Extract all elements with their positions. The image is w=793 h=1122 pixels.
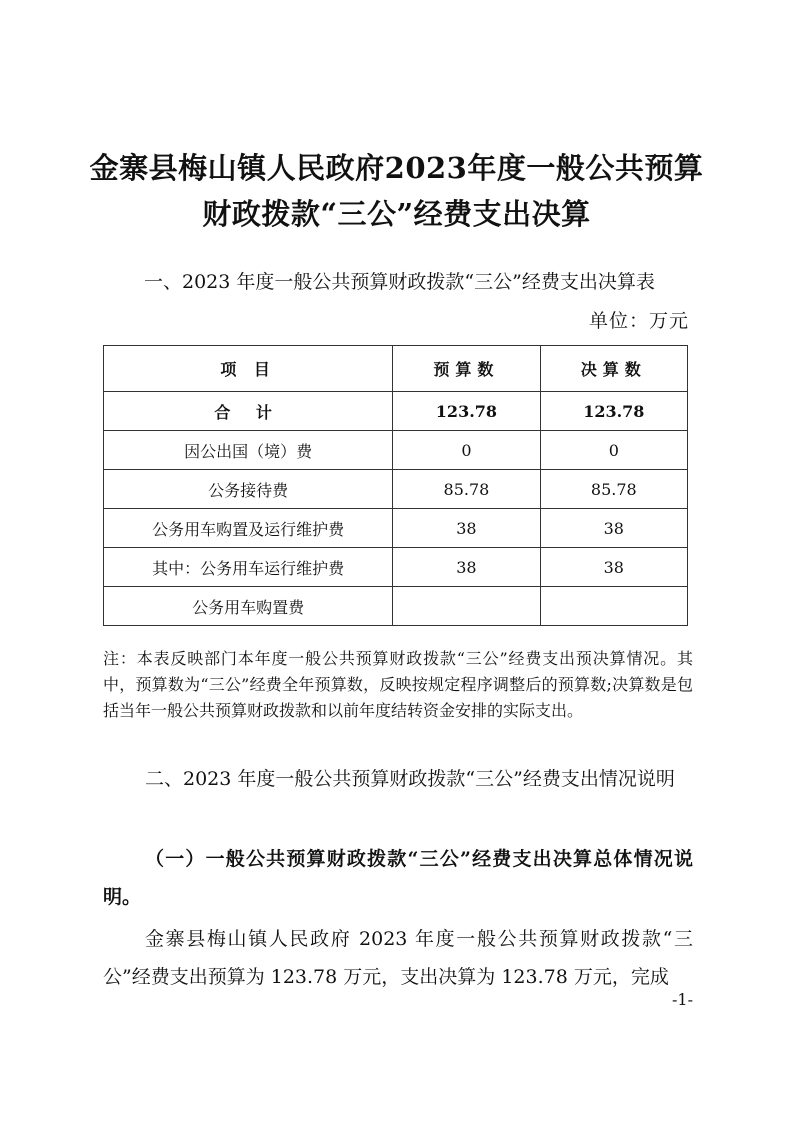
table-header-row [104, 346, 688, 392]
section1-heading: 一、2023 年度一般公共预算财政拨款“三公”经费支出决算表 [144, 271, 655, 293]
table-row [104, 470, 688, 509]
header-budget: 预算数 [393, 346, 540, 392]
row-budget: 38 [393, 509, 540, 548]
document-title-line1: 金寨县梅山镇人民政府2023年度一般公共预算 [89, 151, 704, 185]
document-title-line2: 财政拨款“三公”经费支出决算 [202, 197, 591, 231]
table-row [104, 587, 688, 626]
section2-heading: 二、2023 年度一般公共预算财政拨款“三公”经费支出情况说明 [145, 768, 675, 790]
row-budget: 0 [393, 431, 540, 470]
row-actual: 38 [540, 509, 687, 548]
section2-paragraph: 金寨县梅山镇人民政府 2023 年度一般公共预算财政拨款“三公”经费支出预算为 123.78 万元，支出决算为 123.78 万元，完成 [103, 928, 693, 988]
row-actual: 0 [540, 431, 687, 470]
row-actual: 85.78 [540, 470, 687, 509]
table-row [104, 548, 688, 587]
row-item: 合 计 [104, 392, 393, 431]
row-budget: 123.78 [393, 392, 540, 431]
table-row [104, 509, 688, 548]
row-budget: 38 [393, 548, 540, 587]
table-row [104, 392, 688, 431]
row-item: 公务用车购置费 [104, 587, 393, 626]
unit-label: 单位：万元 [588, 310, 689, 332]
page-number: -1- [672, 990, 693, 1009]
three-public-expenses-table [103, 345, 688, 626]
row-item: 因公出国（境）费 [104, 431, 393, 470]
header-actual: 决算数 [540, 346, 687, 392]
row-actual [540, 587, 687, 626]
table-note: 注：本表反映部门本年度一般公共预算财政拨款“三公”经费支出预决算情况。其中，预算数为“三公”经费全年预算数，反映按规定程序调整后的预算数;决算数是包括当年一般公共预算财政拨款和以前年度结转资金安排的实际支出。 [103, 649, 693, 720]
row-actual: 38 [540, 548, 687, 587]
table-row [104, 431, 688, 470]
row-item: 公务用车购置及运行维护费 [104, 509, 393, 548]
row-budget: 85.78 [393, 470, 540, 509]
row-item: 其中：公务用车运行维护费 [104, 548, 393, 587]
row-item: 公务接待费 [104, 470, 393, 509]
section2-subheading: （一）一般公共预算财政拨款“三公”经费支出决算总体情况说明。 [103, 848, 693, 908]
row-actual: 123.78 [540, 392, 687, 431]
row-budget [393, 587, 540, 626]
header-item: 项 目 [104, 346, 393, 392]
